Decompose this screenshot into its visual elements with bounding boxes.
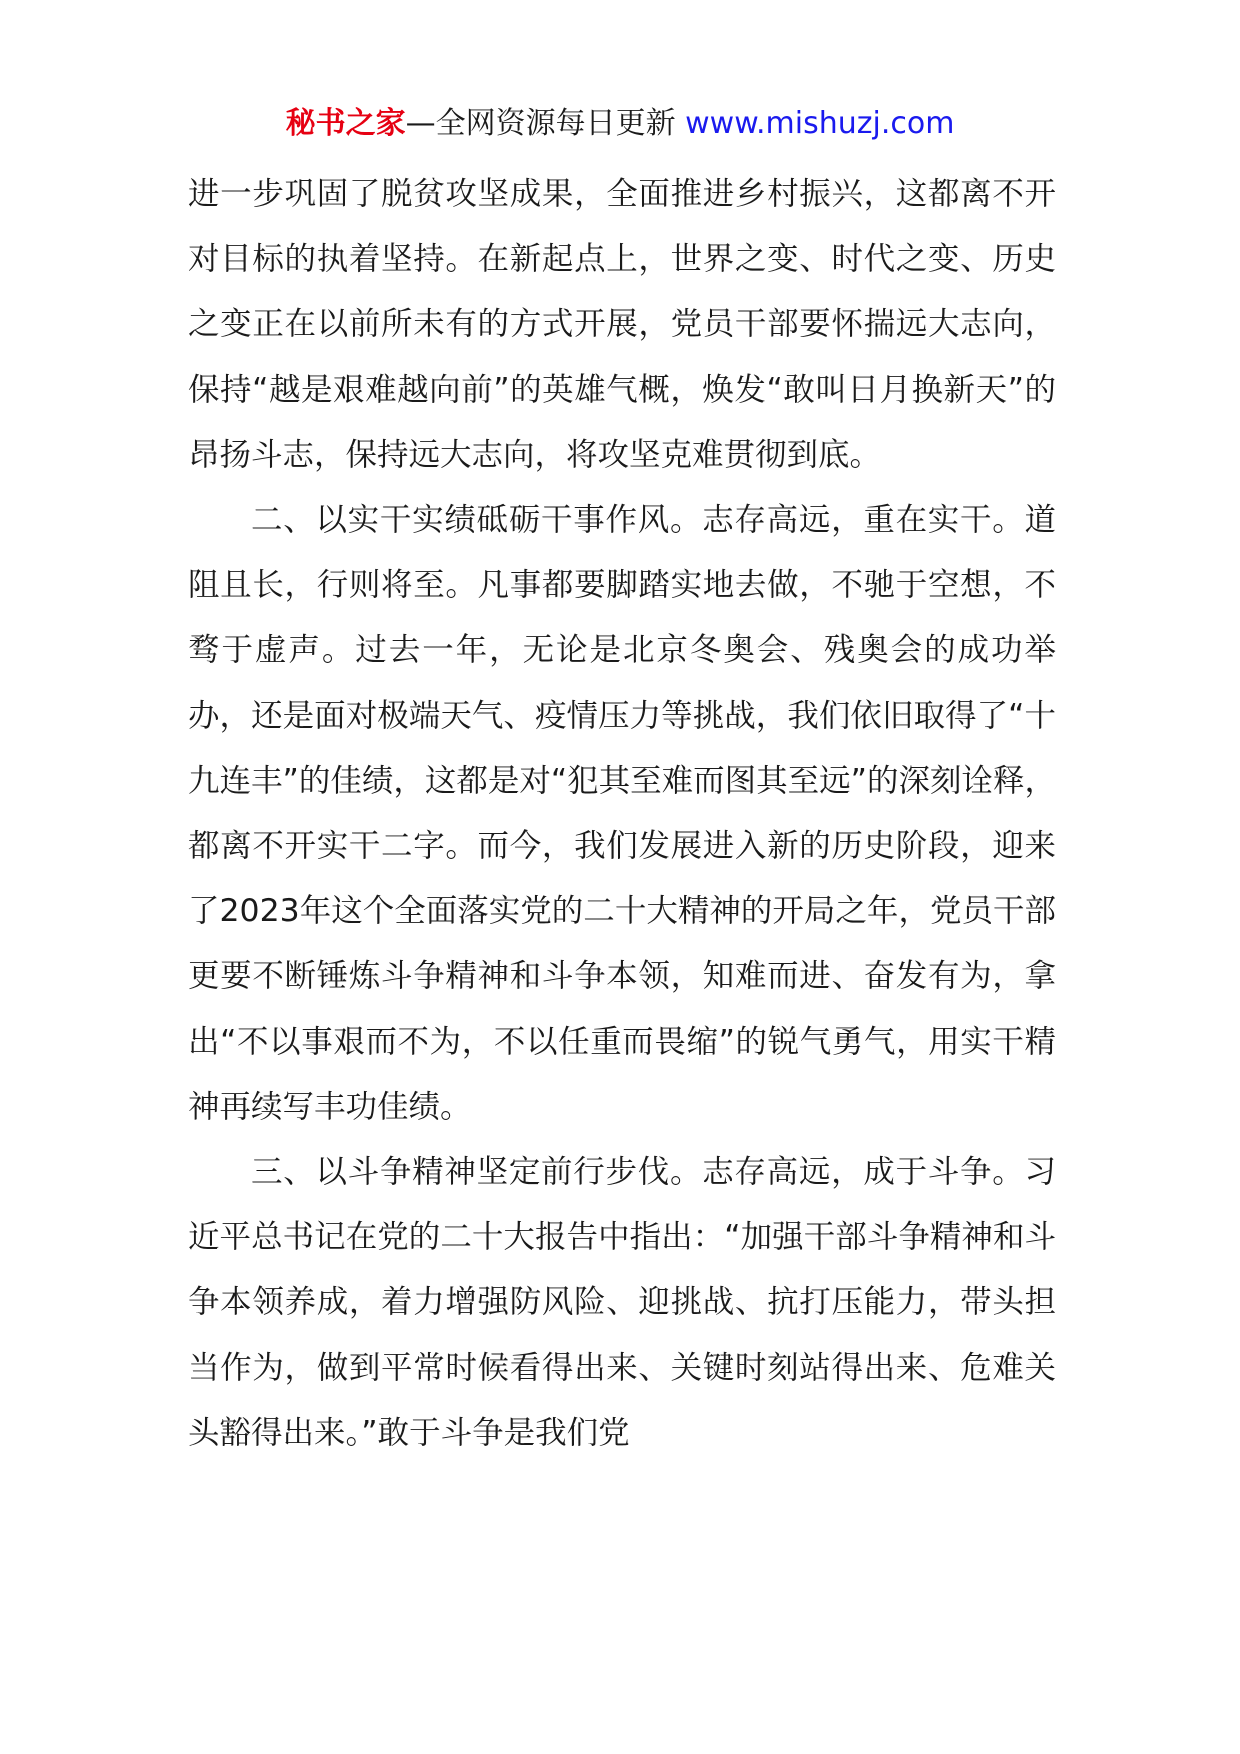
- document-body: [188, 162, 1056, 1466]
- site-brand: 秘书之家: [285, 106, 406, 141]
- site-header: [0, 98, 1240, 150]
- paragraph-continued: 进一步巩固了脱贫攻坚成果，全面推进乡村振兴，这都离不开对目标的执着坚持。在新起点上，世界之变、时代之变、历史之变正在以前所未有的方式开展，党员干部要怀揣远大志向，保持“越是艰难越向前”的英雄气概，焕发“敢叫日月换新天”的昂扬斗志，保持远大志向，将攻坚克难贯彻到底。: [188, 176, 1056, 473]
- paragraph-section-2: 二、以实干实绩砥砺干事作风。志存高远，重在实干。道阻且长，行则将至。凡事都要脚踏实地去做，不驰于空想，不骛于虚声。过去一年，无论是北京冬奥会、残奥会的成功举办，还是面对极端天气、疫情压力等挑战，我们依旧取得了“十九连丰”的佳绩，这都是对“犯其至难而图其至远”的深刻诠释，都离不开实干二字。而今，我们发展进入新的历史阶段，迎来了2023年这个全面落实党的二十大精神的开局之年，党员干部更要不断锤炼斗争精神和斗争本领，知难而进、奋发有为，拿出“不以事艰而不为，不以任重而畏缩”的锐气勇气，用实干精神再续写丰功佳绩。: [188, 502, 1056, 1125]
- site-tagline: —全网资源每日更新: [405, 106, 676, 141]
- site-url-link[interactable]: www.mishuzj.com: [685, 106, 955, 141]
- paragraph-section-3: 三、以斗争精神坚定前行步伐。志存高远，成于斗争。习近平总书记在党的二十大报告中指出：“加强干部斗争精神和斗争本领养成，着力增强防风险、迎挑战、抗打压能力，带头担当作为，做到平常时候看得出来、关键时刻站得出来、危难关头豁得出来。”敢于斗争是我们党: [188, 1154, 1056, 1451]
